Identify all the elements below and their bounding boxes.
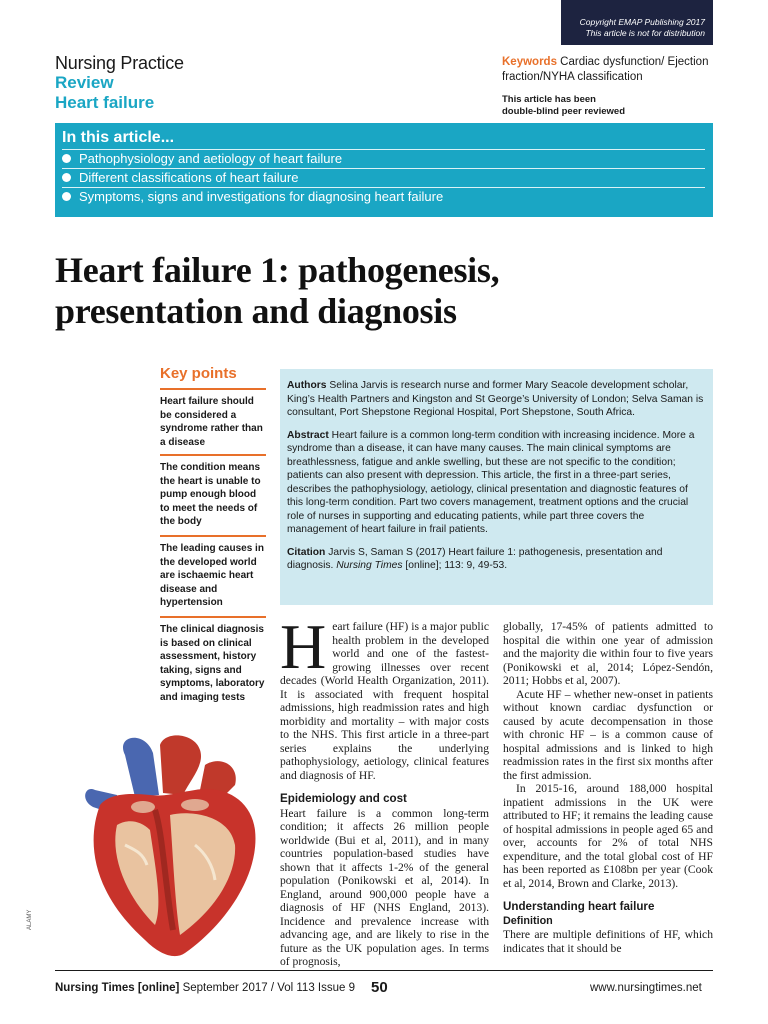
peer-review-line: double-blind peer reviewed: [502, 106, 625, 117]
intro-paragraph: [280, 611, 489, 782]
in-article-item-text: Pathophysiology and aetiology of heart failure: [79, 151, 343, 166]
article-title-line: Heart failure 1: pathogenesis,: [55, 250, 500, 290]
article-type-label: Review: [55, 73, 114, 92]
citation-paragraph: [287, 546, 705, 573]
acute-hf-paragraph: Acute HF – whether new-onset in patients without known cardiac dysfunction or caused by acute decompensation in those with chronic HF – is a common cause of hospital admissions and is linked to high readmission rates in the first six months after the first admission.: [503, 687, 713, 782]
bullet-icon: [62, 192, 71, 201]
keywords-text: Cardiac dysfunction/ Ejection fraction/NYHA classification: [502, 56, 709, 83]
issue-info: September 2017 / Vol 113 Issue 9: [182, 982, 355, 994]
authors-paragraph: [287, 379, 705, 420]
distribution-line: This article is not for distribution: [585, 28, 705, 38]
bullet-icon: [62, 154, 71, 163]
abstract-paragraph: [287, 429, 705, 537]
article-title-line: presentation and diagnosis: [55, 291, 457, 331]
definition-heading: Definition: [503, 914, 553, 927]
definition-paragraph: There are multiple definitions of HF, which indicates that it should be: [503, 928, 713, 955]
key-point: Heart failure should be considered a syndrome rather than a disease: [160, 388, 266, 449]
epidemiology-paragraph: Heart failure is a common long-term condition; it affects 26 million people worldwide (Bui et al, 2011), and in many countries population-based studies have shown that it affects 1-2% of the general population (Ponikowski et al, 2014). In England, around 900,000 people have a diagnosis of HF (NHS England, 2013). Incidence and prevalence increase with advancing age, and are likely to rise in the future as the UK population ages. In terms of prognosis,: [280, 806, 489, 968]
copyright-notice: [561, 0, 713, 45]
authors-label: Authors: [287, 380, 327, 391]
intro-text: eart failure (HF) is a major public health problem in the developed world and one of the fastest-growing illnesses over recent decades (World Health Organization, 2011). It is associated with frequent hospital admissions, high readmission rates and high morbidity and mortality – with major costs to the NHS. This first article in a three-part series explains the underlying pathophysiology, aetiology, clinical features and diagnosis of HF.: [280, 620, 489, 782]
journal-name: Nursing Times [online]: [55, 982, 180, 994]
citation-text: [online]; 113: 9, 49-53.: [405, 560, 508, 571]
peer-review-note: [502, 94, 702, 118]
article-title: [55, 250, 715, 332]
in-this-article-title: In this article...: [62, 129, 175, 146]
in-article-item-text: Symptoms, signs and investigations for diagnosing heart failure: [79, 189, 444, 204]
key-point: The clinical diagnosis is based on clinical assessment, history taking, signs and symptoms, laboratory and imaging tests: [160, 616, 266, 704]
key-point: The leading causes in the developed world are ischaemic heart disease and hypertension: [160, 535, 266, 610]
page-number: 50: [371, 979, 388, 996]
citation-label: Citation: [287, 546, 326, 558]
in-this-article-box: [55, 123, 713, 217]
bullet-icon: [62, 173, 71, 182]
in-article-item: [62, 168, 705, 187]
epidemiology-heading: Epidemiology and cost: [280, 792, 407, 805]
admissions-paragraph: In 2015-16, around 188,000 hospital inpatient admissions in the UK were attributed to HF; it remains the leading cause of hospital admissions in people aged 65 and over, accounts for 2% of total NHS expenditure, and the total global cost of HF has been reported as £108bn per year (Cook et al, 2014, Brown and Clarke, 2013).: [503, 782, 713, 890]
footer-url[interactable]: www.nursingtimes.net: [590, 982, 702, 994]
abstract-text: Heart failure is a common long-term condition with increasing incidence. More a syndrome than a disease, it can have many causes. The main clinical symptoms are breathlessness, fatigue and ankle swelling, but these are not specific to the condition; patients can also present with depression. This article, the first in a three-part series, describes the pathophysiology, aetiology, clinical presentation and diagnostic features of this long-term condition. Part two covers management, treatment options and the crucial role of nurses in supporting and educating patients, while part three covers the management of heart failure in frail patients.: [287, 429, 695, 535]
understanding-heading: Understanding heart failure: [503, 900, 655, 913]
prognosis-paragraph: globally, 17-45% of patients admitted to hospital die within one year of admission and the majority die within four to five years (Ponikowski et al, 2014; López-Sendón, 2011; Hobbs et al, 2007).: [503, 620, 713, 687]
body-column-1: [280, 611, 489, 969]
authors-abstract-box: [280, 369, 713, 605]
topic-label: Heart failure: [55, 93, 155, 112]
photo-credit: ALAMY: [27, 909, 33, 930]
copyright-line: Copyright EMAP Publishing 2017: [579, 17, 705, 27]
key-points-title: Key points: [160, 365, 237, 382]
citation-journal: Nursing Times: [336, 560, 403, 571]
abstract-label: Abstract: [287, 429, 329, 441]
keywords-label: Keywords: [502, 56, 557, 68]
footer-journal: [55, 982, 355, 994]
in-article-item: [62, 187, 705, 206]
peer-review-line: This article has been: [502, 94, 596, 105]
authors-text: Selina Jarvis is research nurse and former Mary Seacole development scholar, King’s Health Partners and Kingston and St George’s University of London; Selva Saman is consultant, Port Shepstone Regional Hospital, Port Shepstone, South Africa.: [287, 380, 704, 418]
citation-text: Jarvis S, Saman S (2017) Heart failure 1: pathogenesis, presentation and diagnosis.: [287, 546, 663, 571]
in-article-item: [62, 149, 705, 168]
drop-cap: H: [280, 611, 327, 682]
keywords: [502, 55, 717, 85]
footer-divider: [55, 970, 713, 971]
body-column-2: [503, 620, 713, 955]
key-point: The condition means the heart is unable to pump enough blood to meet the needs of the body: [160, 454, 266, 529]
section-label: Nursing Practice: [55, 53, 184, 73]
heart-illustration: [55, 735, 280, 965]
in-article-item-text: Different classifications of heart failure: [79, 170, 299, 185]
